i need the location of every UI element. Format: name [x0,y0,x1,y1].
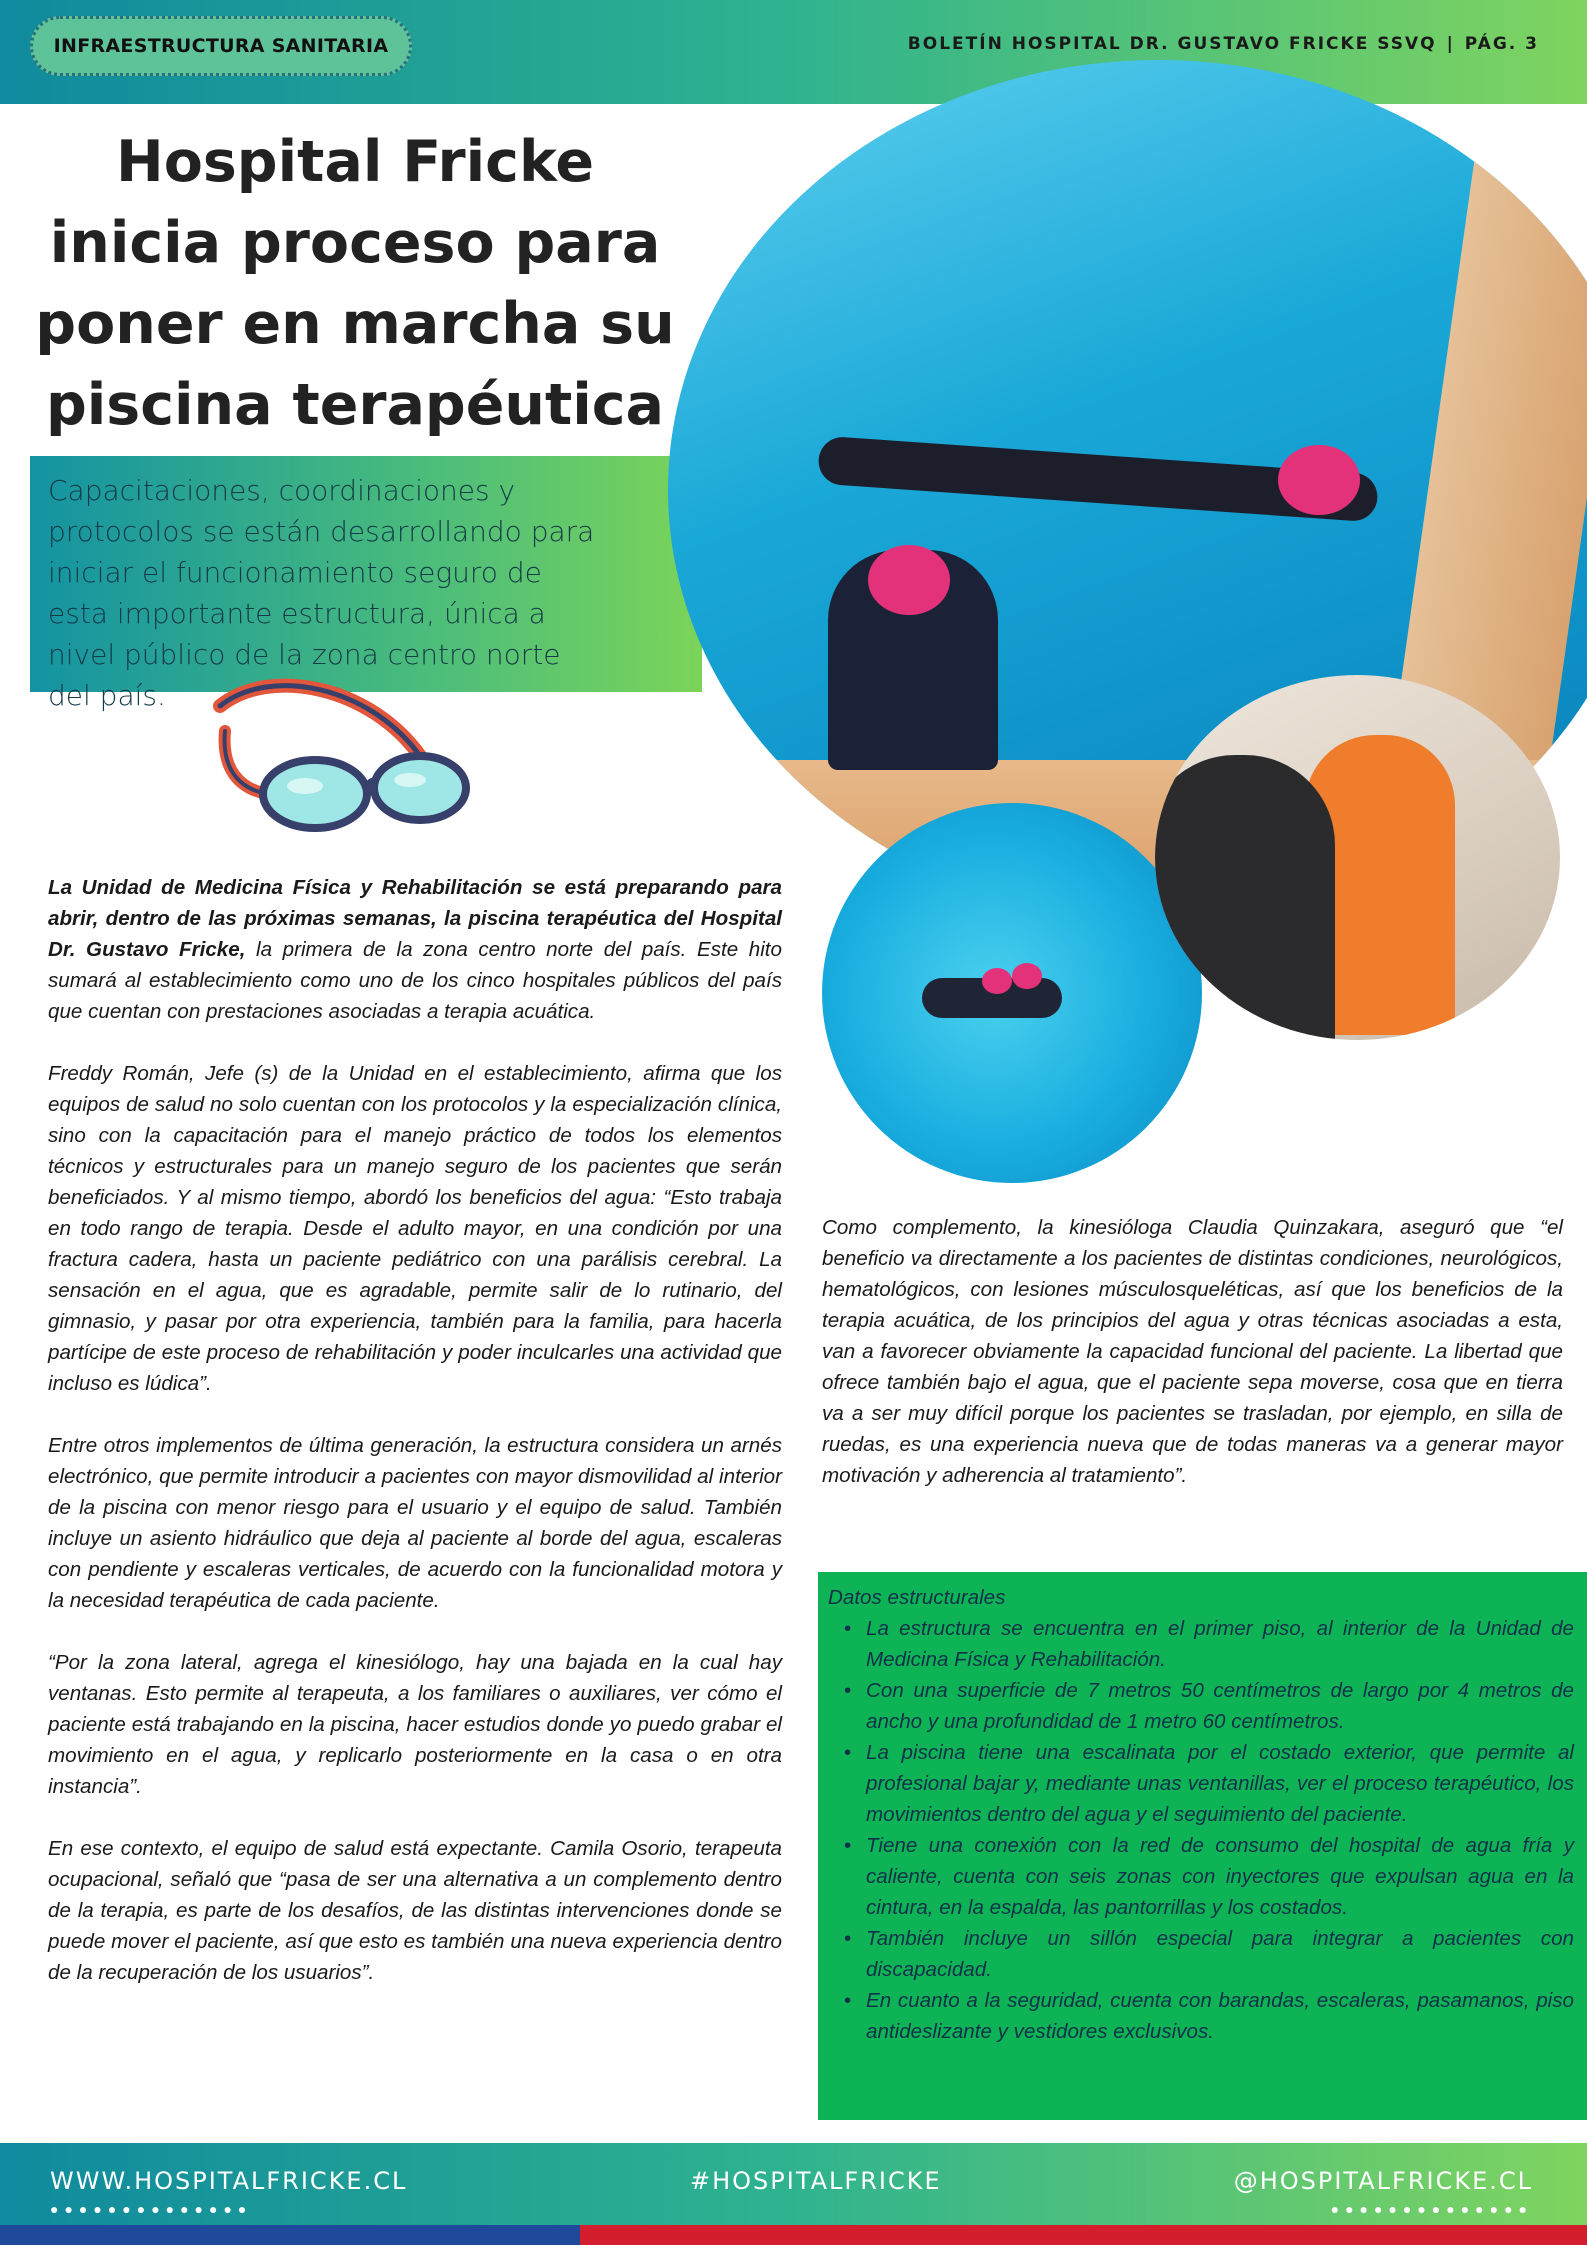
article-paragraph: Como complemento, la kinesióloga Claudia Quinzakara, aseguró que “el beneficio va directamente a los pacientes de distintas condiciones, neurológicos, hematológicos, con lesiones músculosqueléticas, así que los beneficios de la terapia acuática, de los principios del agua y otras técnicas asociadas a esta, van a favorecer obviamente la capacidad funcional del paciente. La libertad que ofrece también bajo el agua, que el paciente sepa moverse, cosa que en tierra va a ser muy difícil porque los pacientes se trasladan, por ejemplo, en silla de ruedas, es una experiencia nueva que de todas maneras va a generar mayor motivación y adherencia al tratamiento”. [822,1216,1563,1487]
list-item: • Con una superficie de 7 metros 50 centímetros de largo por 4 metros de ancho y una profundidad de 1 metro 60 centímetros. [866,1675,1574,1737]
article-paragraph: Freddy Román, Jefe (s) de la Unidad en el establecimiento, afirma que los equipos de salud no solo cuentan con los protocolos y la especialización clínica, sino con la capacitación para el manejo práctico de todos los elementos técnicos y estructurales para un manejo seguro de los pacientes que serán beneficiados. Y al mismo tiempo, abordó los beneficios del agua: “Esto trabaja en todo rango de terapia. Desde el adulto mayor, en una condición por una fractura cadera, hasta un paciente pediátrico con una parálisis cerebral. La sensación en el agua, que es agradable, permite salir de lo rutinario, del gimnasio, y pasar por otra experiencia, también para la familia, para hacerla partícipe de este proceso de rehabilitación y poder inculcarles una actividad que incluso es lúdica”. [48,1062,782,1395]
list-item: • La piscina tiene una escalinata por el costado exterior, que permite al profesional bajar y, mediante unas ventanillas, ver el proceso terapéutico, los movimientos dentro del agua y el seguimiento del paciente. [866,1737,1574,1830]
section-tag [30,16,412,76]
top-banner [0,0,1587,104]
footer-banner [0,2143,1587,2225]
article-paragraph: En ese contexto, el equipo de salud está expectante. Camila Osorio, terapeuta ocupacional, señaló que “pasa de ser una alternativa a un complemento dentro de la terapia, es parte de los desafíos, de las distintas intervenciones donde se puede mover el paciente, así que esto es también una nueva experiencia dentro de la recuperación de los usuarios”. [48,1837,782,1984]
list-item: • También incluye un sillón especial para integrar a pacientes con discapacidad. [866,1923,1574,1985]
decorative-dots: ●●●●●●●●●●●●●● [50,2201,253,2217]
footer-stripe-red [580,2225,1587,2245]
structural-data-box [818,1572,1587,2120]
staff-photo [1155,675,1560,1040]
decorative-dots: ●●●●●●●●●●●●●● [1330,2201,1533,2217]
article-title: Hospital Fricke inicia proceso para poner en marcha su piscina terapéutica [35,129,675,438]
data-box-title: Datos estructurales [828,1586,1006,1609]
bulletin-name: BOLETÍN HOSPITAL DR. GUSTAVO FRICKE SSVQ [907,34,1437,54]
therapist-cap [868,545,950,615]
list-item: • Tiene una conexión con la red de consumo del hospital de agua fría y caliente, cuenta con seis zonas con inyectores que expulsan agua en la cintura, en la espalda, las pantorrillas y los costados. [866,1830,1574,1923]
article-paragraph: Entre otros implementos de última generación, la estructura considera un arnés electrónico, que permite introducir a pacientes con mayor dismovilidad al interior de la piscina con menor riesgo para el usuario y el equipo de salud. También incluye un asiento hidráulico que deja al paciente al borde del agua, escaleras con pendiente y escaleras verticales, de acuerdo con la funcionalidad motora y la necesidad terapéutica de cada paciente. [48,1434,782,1612]
staff-member-dark [1155,755,1335,1040]
article-lead [48,872,782,1027]
footer-stripe-blue [0,2225,580,2245]
article-left-column [48,872,782,1988]
article-right-column [822,1212,1563,1491]
swim-goggles-icon [200,676,475,844]
list-item: • La estructura se encuentra en el primer piso, al interior de la Unidad de Medicina Física y Rehabilitación. [866,1613,1574,1675]
pool-photo-small [822,803,1202,1183]
swimmer-cap [1278,445,1360,515]
bulletin-meta [908,34,1539,54]
therapist-small-cap [1012,963,1042,989]
meta-separator: | [1446,34,1455,54]
patient-cap [982,968,1012,994]
hashtag-label: #HOSPITALFRICKE [690,2167,942,2195]
subtitle-box [30,456,702,712]
article-paragraph: “Por la zona lateral, agrega el kinesiólogo, hay una bajada en la cual hay ventanas. Esto permite al terapeuta, a los familiares o auxiliares, ver cómo el paciente está trabajando en la piscina, hacer estudios donde yo puedo grabar el movimiento en el agua, y replicarlo posteriormente en la casa o en otra instancia”. [48,1651,782,1798]
social-handle-link[interactable]: @HOSPITALFRICKE.CL [1233,2167,1533,2195]
section-tag-label: INFRAESTRUCTURA SANITARIA [53,35,389,57]
lead-text: la primera de la zona centro norte del país. Este hito sumará al establecimiento como uno de los cinco hospitales públicos del país que cuentan con prestaciones asociadas a terapia acuática. [48,938,782,1023]
article-subtitle: Capacitaciones, coordinaciones y protocolos se están desarrollando para iniciar el funcionamiento seguro de esta importante estructura, única a nivel público de la zona centro norte del país. [48,474,595,712]
data-box-list [828,1613,1574,2047]
lead-bold-text: La Unidad de Medicina Física y Rehabilitación se está preparando para abrir, dentro de las próximas semanas, la piscina terapéutica del Hospital Dr. Gustavo Fricke, [48,876,782,961]
website-link[interactable]: WWW.HOSPITALFRICKE.CL [50,2167,408,2195]
list-item: • En cuanto a la seguridad, cuenta con barandas, escaleras, pasamanos, piso antideslizante y vestidores exclusivos. [866,1985,1574,2047]
page-number: PÁG. 3 [1464,34,1539,54]
